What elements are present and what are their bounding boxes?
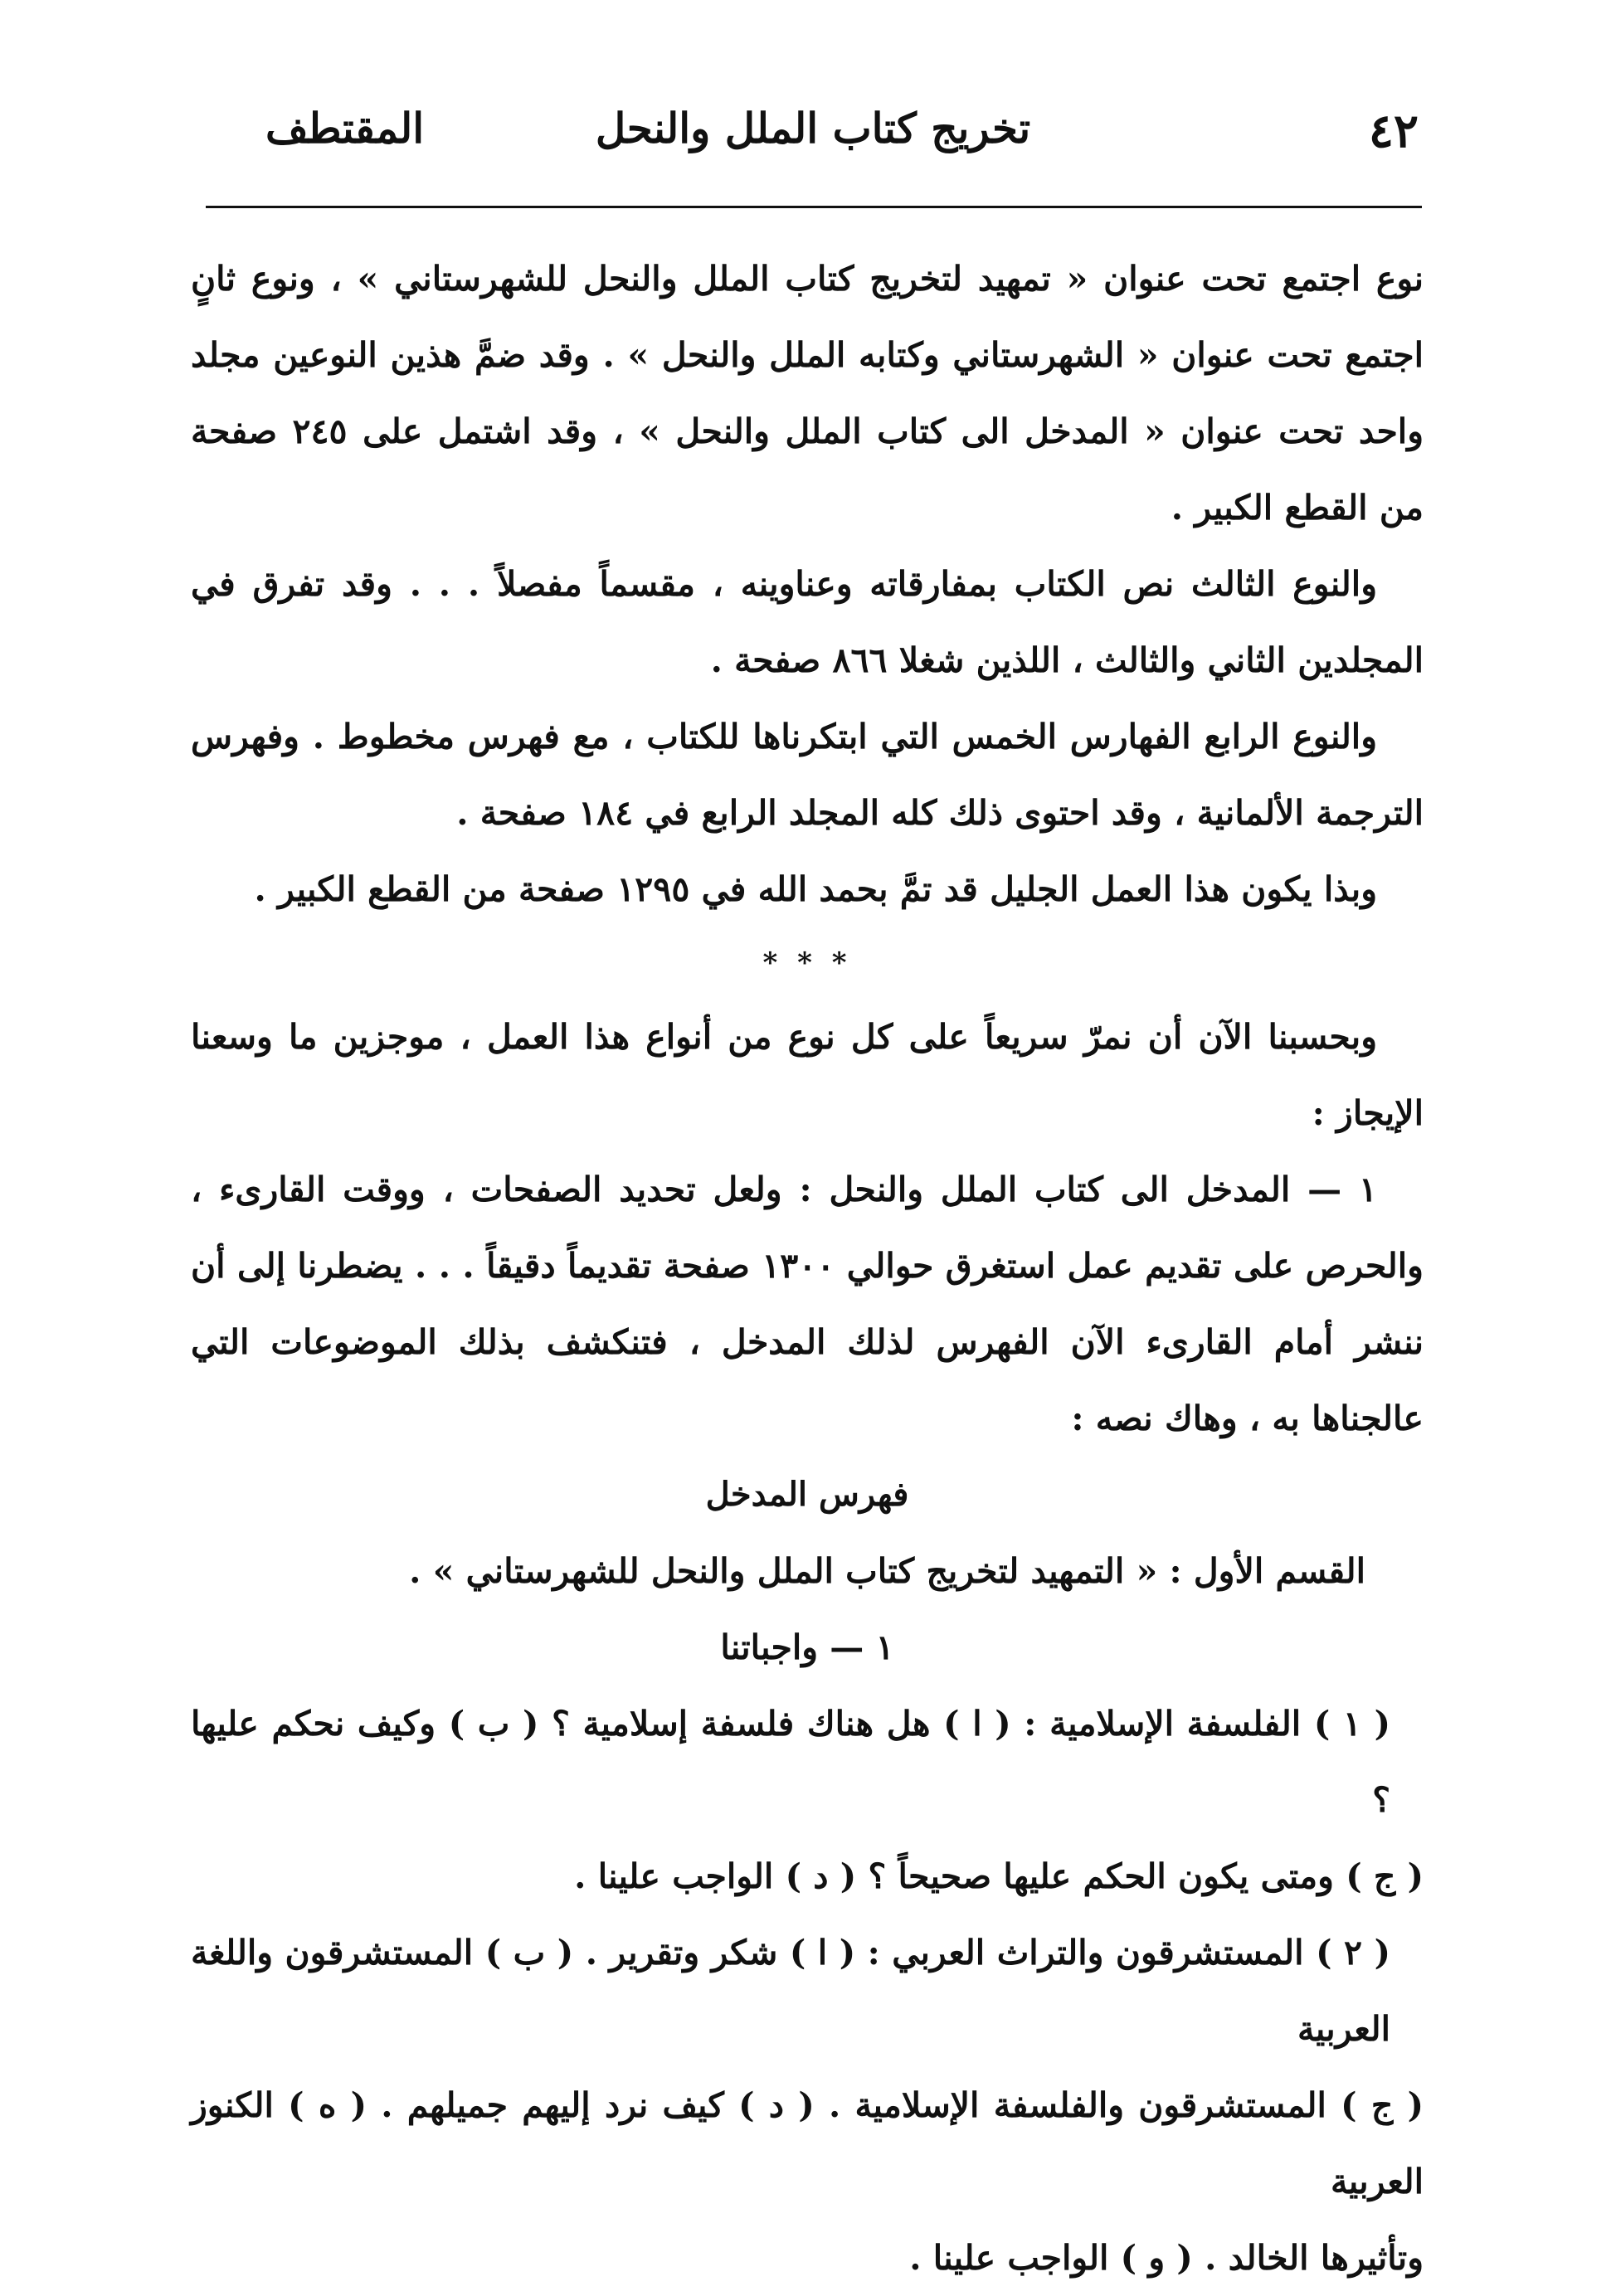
journal-name: المقتطف bbox=[265, 104, 425, 153]
index-item-2-line-2: ( ج ) المستشرقون والفلسفة الإسلامية . ( د ) كيف نرد إليهم جميلهم . ( ه ) الكنوز العربية bbox=[191, 2085, 1424, 2201]
paragraph-1: نوع اجتمع تحت عنوان « تمهيد لتخريج كتاب الملل والنحل للشهرستاني » ، ونوع ثانٍ اجتمع تحت عنوان « الشهرستاني وكتابه الملل والنحل » . وقد ضمَّ هذين النوعين مجلد واحد تحت عنوان « المدخل الى كتاب الملل والنحل » ، وقد اشتمل على ٢٤٥ صفحة من القطع الكبير . bbox=[191, 259, 1424, 528]
index-item-2-line-1: ( ٢ ) المستشرقون والتراث العربي : ( ا ) شكر وتقرير . ( ب ) المستشرقون واللغة العربية bbox=[191, 1933, 1390, 2049]
index-item-1-line-1: ( ١ ) الفلسفة الإسلامية : ( ا ) هل هناك فلسفة إسلامية ؟ ( ب ) وكيف نحكم عليها ؟ bbox=[191, 1704, 1390, 1820]
paragraph-3: والنوع الرابع الفهارس الخمس التي ابتكرناها للكتاب ، مع فهرس مخطوط . وفهرس الترجمة الألمانية ، وقد احتوى ذلك كله المجلد الرابع في ١٨٤ صفحة . bbox=[191, 717, 1424, 833]
index-part-one: القسم الأول : « التمهيد لتخريج كتاب الملل والنحل للشهرستاني » . bbox=[409, 1551, 1365, 1591]
paragraph-2: والنوع الثالث نص الكتاب بمفارقاته وعناوينه ، مقسماً مفصلاً . . . وقد تفرق في المجلدين الثاني والثالث ، اللذين شغلا ٨٦٦ صفحة . bbox=[191, 564, 1424, 680]
index-item-1-line-2: ( ج ) ومتى يكون الحكم عليها صحيحاً ؟ ( د ) الواجب علينا . bbox=[574, 1856, 1424, 1896]
paragraph-4: وبذا يكون هذا العمل الجليل قد تمَّ بحمد الله في ١٢٩٥ صفحة من القطع الكبير . bbox=[254, 869, 1377, 909]
paragraph-6: ١ — المدخل الى كتاب الملل والنحل : ولعل تحديد الصفحات ، ووقت القارىء ، والحرص على تقديم عمل استغرق حوالي ١٣٠٠ صفحة تقديماً دقيقاً . . . يضطرنا إلى أن ننشر أمام القارىء الآن الفهرس لذلك المدخل ، فتنكشف بذلك الموضوعات التي عالجناها به ، وهاك نصه : bbox=[191, 1170, 1424, 1438]
section-separator: * * * bbox=[762, 946, 852, 980]
header-rule bbox=[206, 206, 1422, 208]
article-title: تخريج كتاب الملل والنحل bbox=[595, 104, 1031, 153]
index-section-one: ١ — واجباتنا bbox=[720, 1627, 894, 1667]
index-title: فهرس المدخل bbox=[705, 1475, 909, 1514]
index-item-2-line-3: وتأثيرها الخالد . ( و ) الواجب علينا . bbox=[909, 2238, 1424, 2278]
paragraph-5: وبحسبنا الآن أن نمرّ سريعاً على كل نوع من أنواع هذا العمل ، موجزين ما وسعنا الإيجاز : bbox=[191, 1017, 1424, 1133]
page-number: ٤٢ bbox=[1368, 104, 1419, 158]
article-body bbox=[191, 241, 1424, 2296]
running-header bbox=[207, 104, 1419, 178]
